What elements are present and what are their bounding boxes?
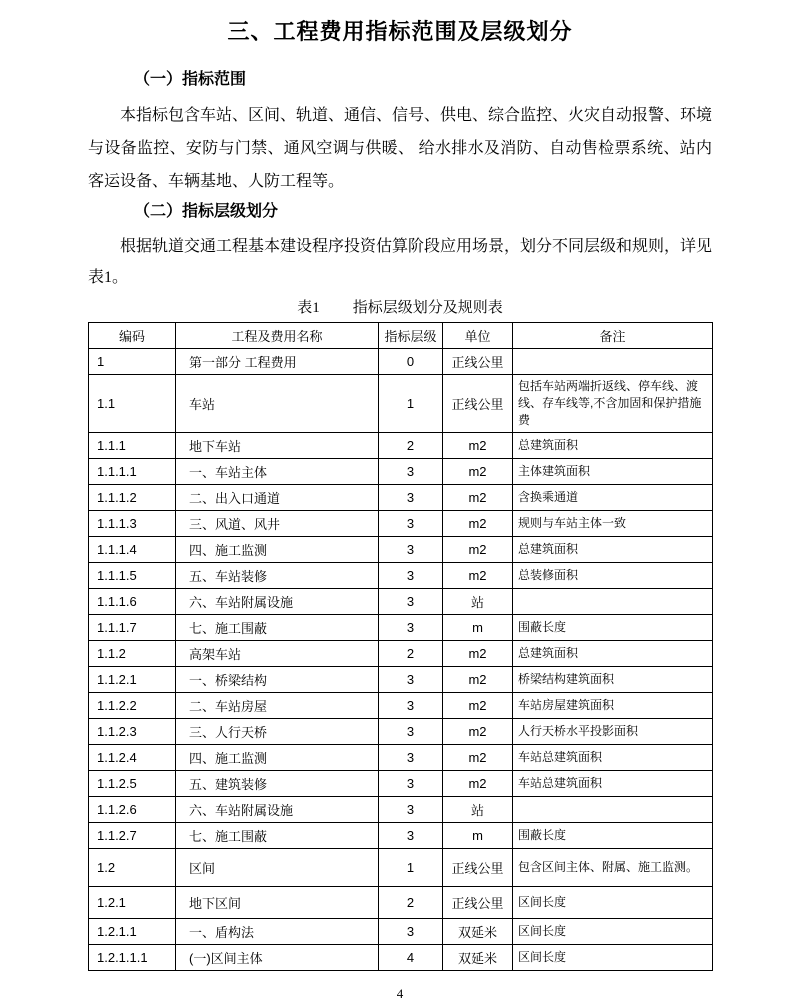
cell-remark: 区间长度: [513, 919, 713, 945]
table-row: [89, 433, 713, 459]
cell-unit: 站: [443, 589, 513, 615]
cell-name: 七、施工围蔽: [176, 615, 379, 641]
cell-unit: m2: [443, 537, 513, 563]
cell-remark: 含换乘通道: [513, 485, 713, 511]
cell-name: 四、施工监测: [176, 537, 379, 563]
section-heading-scope: （一）指标范围: [134, 71, 247, 88]
cell-level: 3: [379, 693, 443, 719]
cell-remark: 车站总建筑面积: [513, 745, 713, 771]
table-row: [89, 641, 713, 667]
cell-remark: 规则与车站主体一致: [513, 511, 713, 537]
cell-name: 七、施工围蔽: [176, 823, 379, 849]
table-row: [89, 887, 713, 919]
cell-name: 一、桥梁结构: [176, 667, 379, 693]
cell-code: 1.1.1.4: [89, 537, 176, 563]
cell-unit: m2: [443, 641, 513, 667]
cell-remark: 包含区间主体、附属、施工监测。: [513, 849, 713, 887]
table-row: [89, 849, 713, 887]
section-heading-levels: （二）指标层级划分: [134, 203, 279, 220]
cell-remark: [513, 589, 713, 615]
cell-name: 二、车站房屋: [176, 693, 379, 719]
cell-name: 地下区间: [176, 887, 379, 919]
cell-unit: m: [443, 615, 513, 641]
cell-level: 3: [379, 719, 443, 745]
cell-name: 高架车站: [176, 641, 379, 667]
cell-level: 3: [379, 667, 443, 693]
table-row: [89, 375, 713, 433]
table-row: [89, 537, 713, 563]
cell-level: 0: [379, 349, 443, 375]
column-header-unit: 单位: [443, 323, 513, 349]
cell-unit: 正线公里: [443, 375, 513, 433]
document-content: [88, 68, 712, 971]
table-row: [89, 719, 713, 745]
cell-name: 地下车站: [176, 433, 379, 459]
cell-unit: 双延米: [443, 945, 513, 971]
cell-name: 车站: [176, 375, 379, 433]
table-row: [89, 693, 713, 719]
cell-remark: 人行天桥水平投影面积: [513, 719, 713, 745]
cell-code: 1.1.2.7: [89, 823, 176, 849]
table-row: [89, 459, 713, 485]
table-row: [89, 945, 713, 971]
cell-code: 1.1.1.3: [89, 511, 176, 537]
cell-code: 1.1: [89, 375, 176, 433]
cell-name: 六、车站附属设施: [176, 797, 379, 823]
cell-unit: 正线公里: [443, 849, 513, 887]
table-row: [89, 615, 713, 641]
cell-unit: m2: [443, 459, 513, 485]
cell-code: 1.1.2.5: [89, 771, 176, 797]
cell-level: 2: [379, 641, 443, 667]
cell-unit: m2: [443, 745, 513, 771]
cell-remark: 桥梁结构建筑面积: [513, 667, 713, 693]
cell-name: 四、施工监测: [176, 745, 379, 771]
cell-unit: m2: [443, 485, 513, 511]
cell-level: 3: [379, 615, 443, 641]
cell-level: 3: [379, 485, 443, 511]
cell-unit: 双延米: [443, 919, 513, 945]
cell-level: 4: [379, 945, 443, 971]
cell-level: 3: [379, 745, 443, 771]
cell-code: 1.1.2.2: [89, 693, 176, 719]
paragraph-scope: 本指标包含车站、区间、轨道、通信、信号、供电、综合监控、火灾自动报警、环境与设备监控、安防与门禁、通风空调与供暖、 给水排水及消防、自动售检票系统、站内客运设备、车辆基地、人防工程等。: [88, 107, 713, 190]
cell-unit: m2: [443, 511, 513, 537]
cell-level: 3: [379, 563, 443, 589]
cell-code: 1.1.2.3: [89, 719, 176, 745]
cell-remark: 主体建筑面积: [513, 459, 713, 485]
table-row: [89, 823, 713, 849]
cell-remark: 总建筑面积: [513, 641, 713, 667]
cell-name: 六、车站附属设施: [176, 589, 379, 615]
cell-name: 第一部分 工程费用: [176, 349, 379, 375]
table-row: [89, 919, 713, 945]
cell-level: 3: [379, 459, 443, 485]
cell-unit: m2: [443, 693, 513, 719]
column-header-remark: 备注: [513, 323, 713, 349]
cell-code: 1.2: [89, 849, 176, 887]
cell-unit: m2: [443, 719, 513, 745]
cell-name: 区间: [176, 849, 379, 887]
table-row: [89, 349, 713, 375]
column-header-level: 指标层级: [379, 323, 443, 349]
cell-remark: 总建筑面积: [513, 537, 713, 563]
cell-remark: 围蔽长度: [513, 823, 713, 849]
table-header-row: [89, 323, 713, 349]
cell-unit: m2: [443, 433, 513, 459]
cell-code: 1.2.1: [89, 887, 176, 919]
cell-code: 1: [89, 349, 176, 375]
cell-level: 3: [379, 771, 443, 797]
cell-remark: 车站总建筑面积: [513, 771, 713, 797]
cell-level: 2: [379, 433, 443, 459]
cell-remark: 总建筑面积: [513, 433, 713, 459]
cell-unit: 正线公里: [443, 887, 513, 919]
table-row: [89, 797, 713, 823]
table-caption: [88, 297, 712, 319]
cell-unit: m2: [443, 563, 513, 589]
table-row: [89, 771, 713, 797]
cell-code: 1.1.1.1: [89, 459, 176, 485]
cell-remark: [513, 797, 713, 823]
cell-code: 1.1.1.7: [89, 615, 176, 641]
cell-name: 三、人行天桥: [176, 719, 379, 745]
cell-level: 3: [379, 589, 443, 615]
table-row: [89, 485, 713, 511]
cell-code: 1.2.1.1: [89, 919, 176, 945]
page-title: 三、工程费用指标范围及层级划分: [227, 19, 573, 44]
cell-remark: 包括车站两端折返线、停车线、渡线、存车线等,不含加固和保护措施费: [513, 375, 713, 433]
column-header-name: 工程及费用名称: [176, 323, 379, 349]
cell-code: 1.1.1: [89, 433, 176, 459]
cell-remark: 总装修面积: [513, 563, 713, 589]
cell-unit: m2: [443, 771, 513, 797]
cell-name: 一、盾构法: [176, 919, 379, 945]
cell-code: 1.1.1.6: [89, 589, 176, 615]
cell-unit: 正线公里: [443, 349, 513, 375]
cell-remark: 车站房屋建筑面积: [513, 693, 713, 719]
cell-level: 3: [379, 919, 443, 945]
table-row: [89, 563, 713, 589]
cell-code: 1.1.2: [89, 641, 176, 667]
cell-unit: m2: [443, 667, 513, 693]
cell-code: 1.1.2.1: [89, 667, 176, 693]
cell-unit: 站: [443, 797, 513, 823]
cell-code: 1.1.1.5: [89, 563, 176, 589]
table-row: [89, 667, 713, 693]
cell-name: 五、车站装修: [176, 563, 379, 589]
cell-remark: [513, 349, 713, 375]
column-header-code: 编码: [89, 323, 176, 349]
cell-remark: 围蔽长度: [513, 615, 713, 641]
cell-name: 一、车站主体: [176, 459, 379, 485]
cell-remark: 区间长度: [513, 945, 713, 971]
cell-level: 1: [379, 849, 443, 887]
cell-code: 1.2.1.1.1: [89, 945, 176, 971]
table-caption-title: 指标层级划分及规则表: [352, 300, 503, 316]
rules-table: [88, 322, 713, 971]
cell-level: 3: [379, 511, 443, 537]
cell-level: 3: [379, 823, 443, 849]
cell-code: 1.1.2.4: [89, 745, 176, 771]
cell-level: 2: [379, 887, 443, 919]
paragraph-levels: 根据轨道交通工程基本建设程序投资估算阶段应用场景，划分不同层级和规则，详见表1。: [88, 238, 713, 286]
cell-code: 1.1.2.6: [89, 797, 176, 823]
cell-level: 1: [379, 375, 443, 433]
rules-table-body: [89, 349, 713, 971]
cell-level: 3: [379, 797, 443, 823]
cell-name: (一)区间主体: [176, 945, 379, 971]
table-row: [89, 511, 713, 537]
cell-name: 二、出入口通道: [176, 485, 379, 511]
cell-level: 3: [379, 537, 443, 563]
cell-remark: 区间长度: [513, 887, 713, 919]
table-caption-label: 表1: [297, 300, 320, 316]
table-row: [89, 745, 713, 771]
cell-code: 1.1.1.2: [89, 485, 176, 511]
cell-unit: m: [443, 823, 513, 849]
cell-name: 五、建筑装修: [176, 771, 379, 797]
cell-name: 三、风道、风井: [176, 511, 379, 537]
table-row: [89, 589, 713, 615]
page-number: 4: [396, 986, 404, 1001]
